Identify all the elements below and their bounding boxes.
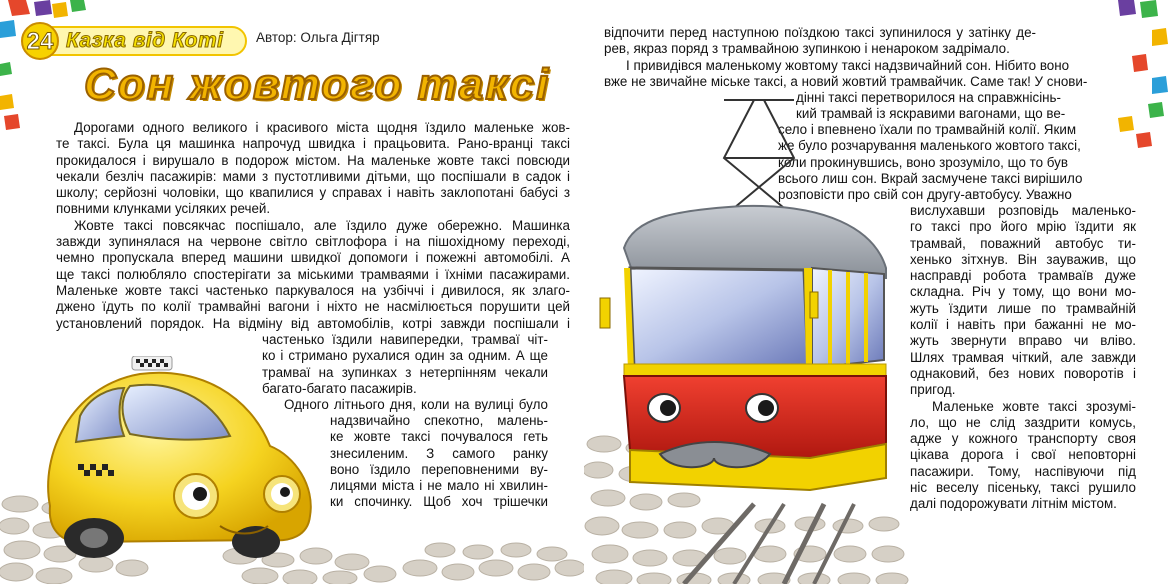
text-line: го таксі про його мрію їздити як bbox=[910, 219, 1136, 235]
text-line: пасажири. Тому, наспівуючи під bbox=[910, 463, 1136, 479]
author-line: Автор: Ольга Дігтяр bbox=[256, 30, 380, 45]
text-line: школу; серйозні чоловіки, що квапилися у справах і навіть заклопотані бабусі з bbox=[56, 185, 570, 201]
text-line: Шлях трамвая чіткий, але завжди bbox=[910, 349, 1136, 365]
text-line: воно їздило переповненими ву- bbox=[330, 461, 548, 477]
text-line: всього лиш сон. Вкрай засмучене таксі вирішило bbox=[778, 170, 1083, 186]
text-line: лицями міста і не мало ні хвилин- bbox=[330, 478, 548, 494]
text-line: чекали безліч пасажирів: мами з пустотливими дітьми, що поспішали в садок і bbox=[56, 168, 570, 184]
text-line: далі подорожувати літнім містом. bbox=[910, 496, 1117, 512]
text-line: коли прокинувшись, воно зрозуміло, що то був bbox=[778, 154, 1068, 170]
text-line: вже не звичайне міське таксі, а новий жовтий трамвайчик. Саме так! У снови- bbox=[604, 73, 1088, 89]
text-line: кий трамвай із яскравими вагонами, що ве- bbox=[796, 106, 1066, 122]
colorful-cubes-decoration bbox=[0, 0, 90, 140]
text-line: те таксі. Була ця машинка напрочуд швидка і працьовита. Рано-вранці таксі bbox=[56, 136, 570, 152]
text-line: село і впевнено їхали по трамвайній колії. Яким bbox=[778, 122, 1077, 137]
text-line: Маленьке жовте таксі зрозумі- bbox=[932, 398, 1136, 414]
right-narrow-text bbox=[910, 203, 1136, 513]
text-line: рев, якраз поряд з трамвайною зупинкою і ненароком задрімало. bbox=[604, 41, 1010, 57]
text-line: ще таксі полюбляло спостерігати за міськими трамваями і їхніми пасажирами. bbox=[56, 266, 570, 282]
text-line: ке жовте таксі почувалося геть bbox=[330, 429, 548, 445]
text-line: ніс веселу пісеньку, таксі рушило bbox=[910, 480, 1136, 496]
text-line: жуть звернути вправо чи вліво. bbox=[910, 333, 1136, 349]
text-line: хенько зітхнув. Він зауважив, що bbox=[910, 251, 1136, 267]
text-line: відпочити перед наступною поїздкою таксі зупинилося у затінку де- bbox=[604, 25, 1036, 40]
text-line: Жовте таксі повсякчас поспішало, але їздило дуже обережно. Машинка bbox=[74, 217, 570, 233]
text-line: чемно пропускала вперед машини швидкої допомоги і пожежні автомобілі. А bbox=[56, 250, 570, 266]
text-line: прокидалося і вирушало в подорож містом. На маленьке жовте таксі повсюди bbox=[56, 152, 570, 168]
text-line: повними клунками усіляких речей. bbox=[56, 201, 271, 217]
page-number: 24 bbox=[26, 28, 54, 55]
text-line: І привидівся маленькому жовтому таксі надзвичайний сон. Нібито воно bbox=[626, 57, 1070, 73]
text-line: ло, що не слід заздрити комусь, bbox=[910, 414, 1136, 430]
text-line: Одного літнього дня, коли на вулиці було bbox=[284, 397, 548, 413]
text-line: однаковий, без нових поворотів і bbox=[910, 365, 1136, 381]
text-line: частенько їздили навипередки, трамваї чіт- bbox=[262, 332, 548, 347]
taxi-car bbox=[20, 356, 320, 576]
text-line: багато-багато пасажирів. bbox=[262, 380, 417, 396]
magazine-name: Казка від Коті bbox=[66, 29, 224, 52]
text-line: же було розчарування маленького жовтого таксі, bbox=[778, 138, 1081, 154]
text-line: насправді робота трамваїв дуже bbox=[910, 268, 1136, 284]
text-line: надзвичайно спекотно, малень- bbox=[330, 413, 548, 428]
text-line: складна. Річ у тому, що вони мо- bbox=[910, 284, 1136, 300]
text-line: жуть їздити лише по трамвайній bbox=[910, 300, 1136, 316]
text-line: ко і стримано рухалися один за одним. А ще bbox=[262, 348, 548, 364]
text-line: завжди зупинялася на червоне світло світлофора і на пішохідному переході, bbox=[56, 234, 570, 250]
text-line: трамваї на зупинках з нетерпінням чекали bbox=[262, 364, 548, 380]
left-text-block bbox=[56, 120, 570, 332]
text-line: знесиленим. З самого ранку bbox=[330, 445, 548, 461]
text-line: Дорогами одного великого і красивого міста щодня їздило маленьке жов- bbox=[74, 120, 570, 135]
story-title: Сон жовтого таксі bbox=[84, 60, 551, 109]
right-page bbox=[584, 0, 1168, 584]
text-line: адже у кожного транспорту своя bbox=[910, 431, 1136, 447]
text-line: колії і навіть при бажанні не мо- bbox=[910, 317, 1136, 333]
text-line: вислухавши розповідь маленько- bbox=[910, 203, 1136, 218]
text-line: Маленьке жовте таксі частенько паркувалося на узбіччі і дивилося, як злаго- bbox=[56, 282, 570, 298]
right-top-text bbox=[604, 25, 1088, 90]
text-line: цікава дорога і свої неповторні bbox=[910, 447, 1136, 463]
text-line: джено їдуть по колії трамвайні вагони і ніхто не насмілюється порушити цей bbox=[56, 299, 570, 315]
text-line: трамвай, поважний автобус ти- bbox=[910, 235, 1136, 251]
text-line: дінні таксі перетворилося на справжнісінь- bbox=[796, 90, 1061, 105]
text-line: пригод. bbox=[910, 382, 956, 398]
text-line: розповісти про свій сон другу-автобусу. Уважно bbox=[778, 187, 1072, 203]
text-line: установлений порядок. На відміну від автомобілів, котрі завжди поспішали і bbox=[56, 315, 570, 331]
tram bbox=[594, 98, 894, 518]
text-line: ки спочинку. Щоб хоч трішечки bbox=[330, 494, 548, 510]
